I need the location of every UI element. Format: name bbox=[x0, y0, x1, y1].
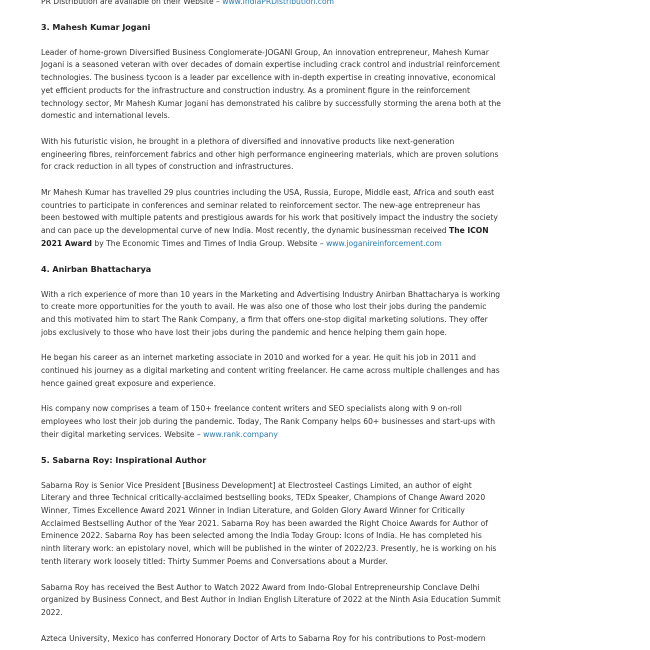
jogani-award-text: Mr Mahesh Kumar has travelled 29 plus countries including the USA, Russia, Europe, Middle east, Africa and south east countries to participate in conferences and seminar related to reinforcement sector. The new-age entrepreneur has been bestowed with multiple patents and prestigious awards for his work that positively impact the industry the society and can pace up the developmental curve of new India. Most recently, the dynamic businessman received bbox=[41, 188, 498, 236]
jogani-paragraph-2: With his futuristic vision, he brought in a plethora of diversified and innovative products like next-generation engineering fibres, reinforcement fabrics and other high performance engineering materials, which are proven solutions for crack reduction in all types of construction and infrastructures. bbox=[41, 136, 499, 172]
intro-text: PR Distribution are available on their Website – bbox=[41, 0, 223, 6]
jogani-paragraph-3 bbox=[41, 187, 501, 251]
icon-award-bold: The ICON 2021 Award bbox=[41, 226, 489, 248]
bhattacharya-company-text: His company now comprises a team of 150+ freelance content writers and SEO specialists along with 9 on-roll employees who lost their job during the pandemic. Today, The Rank Company helps 60+ businesses and start-ups with their digital marketing services. Website – bbox=[41, 404, 496, 439]
section-heading-bhattacharya: 4. Anirban Bhattacharya bbox=[41, 264, 152, 274]
section-heading-jogani: 3. Mahesh Kumar Jogani bbox=[41, 22, 151, 32]
section-heading-roy: 5. Sabarna Roy: Inspirational Author bbox=[41, 455, 207, 465]
bhattacharya-paragraph-3 bbox=[41, 403, 501, 441]
article-body bbox=[41, 0, 501, 645]
intro-paragraph bbox=[41, 0, 501, 9]
roy-paragraph-2: Sabarna Roy has received the Best Author to Watch 2022 Award from Indo-Global Entrepreneurship Conclave Delhi organized by Business Connect, and Best Author in Indian English Literature of 2022 at the Ninth Asia Education Summit 2022. bbox=[41, 582, 501, 617]
india-pr-distribution-link[interactable]: www.IndiaPRDistribution.com bbox=[222, 0, 335, 6]
jogani-website-link[interactable]: www.joganireinforcement.com bbox=[326, 238, 442, 248]
jogani-paragraph-1: Leader of home-grown Diversified Business Conglomerate-JOGANI Group, An innovation entrepreneur, Mahesh Kumar Jogani is a seasoned veteran with over decades of domain expertise including crack control and industrial reinforcement technologies. The business tycoon is a leader par excellence with in-depth expertise in creating innovative, economical yet efficient products for the infrastructure and construction industry. As a prominent figure in the reinforcement technology sector, Mr Mahesh Kumar Jogani has demonstrated his calibre by successfully storming the arena both at the domestic and international levels. bbox=[41, 47, 501, 121]
roy-paragraph-3: Azteca University, Mexico has conferred Honorary Doctor of Arts to Sabarna Roy for his contributions to Post-modern bbox=[41, 633, 486, 643]
rank-company-link[interactable]: www.rank.company bbox=[203, 429, 278, 439]
roy-paragraph-1: Sabarna Roy is Senior Vice President [Business Development] at Electrosteel Castings Limited, an author of eight Literary and three Technical critically-acclaimed bestselling books, TEDx Speaker, Champions of Change Award 2020 Winner, Times Excellence Award 2021 Winner in Indian Literature, and Golden Glory Award Winner for Critically Acclaimed Bestselling Author of the Year 2021. Sabarna Roy has been awarded the Right Choice Awards for Author of Eminence 2022. Sabarna Roy has been selected among the India Today Group: Icons of India. He has completed his ninth literary work: an epistolary novel, which will be published in the winter of 2022/23. Presently, he is working on his tenth literary work loosely titled: Thirty Summer Poems and Conversations about a Murder. bbox=[41, 480, 497, 566]
bhattacharya-paragraph-1: With a rich experience of more than 10 years in the Marketing and Advertising Industry Anirban Bhattacharya is working to create more opportunities for the youth to avail. He was also one of those who lost their jobs during the pandemic and this motivated him to start The Rank Company, a firm that offers one-stop digital marketing solutions. They offer jobs exclusively to those who have lost their jobs during the pandemic and hence helping them gain hope. bbox=[41, 289, 501, 337]
jogani-award-after: by The Economic Times and Times of India Group. Website – bbox=[91, 238, 327, 248]
bhattacharya-paragraph-2: He began his career as an internet marketing associate in 2010 and worked for a year. He quit his job in 2011 and continued his journey as a digital marketing and content writing freelancer. He came across multiple challenges and has hence gained great exposure and experience. bbox=[41, 353, 500, 388]
